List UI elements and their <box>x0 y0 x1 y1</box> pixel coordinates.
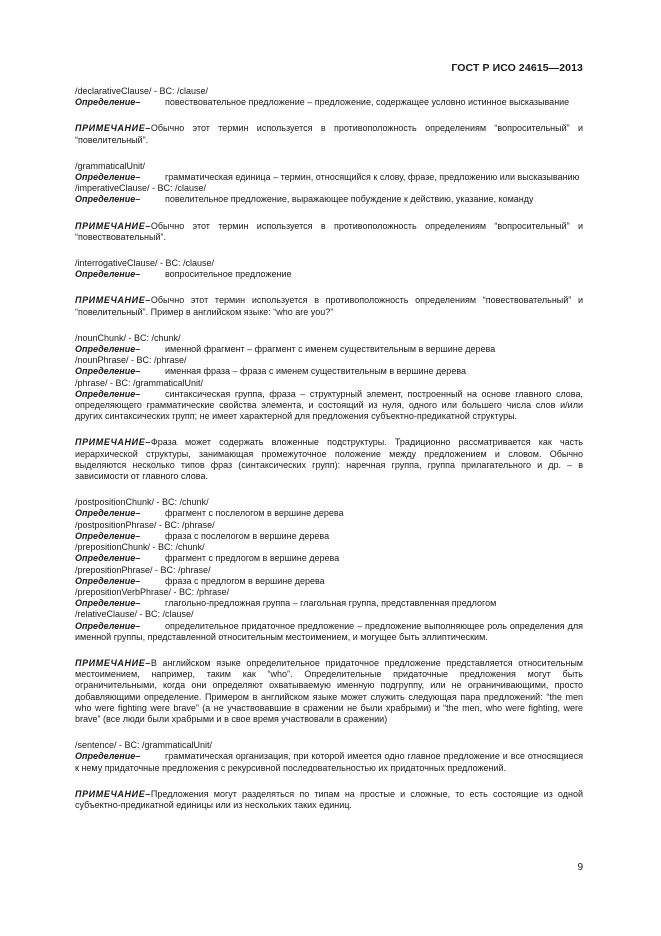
term-entry <box>75 740 583 774</box>
document-body <box>75 86 583 826</box>
term-entry <box>75 497 583 519</box>
term-entry <box>75 609 583 643</box>
definition-text: определительное придаточное предложение – предложение выполняющее роль определения для именной группы, представленной относительным местоимением, и могущее быть эллиптическим. <box>75 620 583 642</box>
term-entry <box>75 565 583 587</box>
term-reference: /interrogativeClause/ - BC: /clause/ <box>75 258 215 269</box>
term-definition <box>75 194 583 205</box>
term-definition <box>75 531 583 542</box>
note-text: Обычно этот термин используется в противоположность определениям “повествовательный” и “повелительный”. Пример в английском языке: “who are you?” <box>75 295 583 317</box>
definition-text: фраза с предлогом в вершине дерева <box>165 575 325 586</box>
definition-text: синтаксическая группа, фраза – структурный элемент, построенный на основе главного слова, определяющего грамматические свойства элемента, и состоящий из нуля, одного или большего числа слов и/или других синтаксических групп; не имеет характерной для предложения субъектно-предикатной структуры. <box>75 388 583 422</box>
note-label: ПРИМЕЧАНИЕ– <box>75 788 151 799</box>
definition-text: фраза с послелогом в вершине дерева <box>165 530 330 541</box>
term-entry <box>75 333 583 355</box>
definition-text: фрагмент с послелогом в вершине дерева <box>165 508 344 519</box>
term-definition <box>75 576 583 587</box>
definition-label: Определение– <box>75 269 141 280</box>
term-definition <box>75 172 583 183</box>
note-text: Обычно этот термин используется в противоположность определениям “вопросительный” и “повелительный”. <box>75 123 583 145</box>
definition-text: повелительное предложение, выражающее побуждение к действию, указание, команду <box>165 194 534 205</box>
definition-text: грамматическая организация, при которой имеется одно главное предложение и все относящиеся к нему придаточные предложения с рекурсивной последовательностью их придаточных предложений. <box>75 751 583 773</box>
definition-text: именной фрагмент – фрагмент с именем существительным в вершине дерева <box>165 344 496 355</box>
definition-text: грамматическая единица – термин, относящийся к слову, фразе, предложению или высказыванию <box>165 172 580 183</box>
definition-label: Определение– <box>75 553 141 564</box>
definition-label: Определение– <box>75 172 141 183</box>
definition-text: вопросительное предложение <box>165 269 292 280</box>
term-reference: /prepositionChunk/ - BC: /chunk/ <box>75 542 205 553</box>
note-text: В английском языке определительное придаточное предложение представляется относительным местоимением, например, таким как “who”. Определительные придаточные предложения могут быть ограничительными, когда они определяют охватываемую именную подгруппу, или не ограничивающими, просто добавляющими определение. Примером в английском языке может служить следующая пара предложений: “the men who were fighting were brave” (а не участвовавшие в сражении не были храбрыми) и “the men, who were fighting, were brave” (все люди были храбрыми и в свое время участвовали в сражении) <box>75 657 583 724</box>
definition-label: Определение– <box>75 388 141 399</box>
term-definition <box>75 97 583 108</box>
term-entry <box>75 378 583 423</box>
term-entry <box>75 520 583 542</box>
term-reference: /postpositionChunk/ - BC: /chunk/ <box>75 497 209 508</box>
term-entry <box>75 183 583 205</box>
term-definition <box>75 344 583 355</box>
term-definition <box>75 621 583 643</box>
term-entry <box>75 258 583 280</box>
term-reference: /phrase/ - BC: /grammaticalUnit/ <box>75 377 204 388</box>
term-definition <box>75 598 583 609</box>
standard-header: ГОСТ Р ИСО 24615—2013 <box>451 62 583 74</box>
definition-label: Определение– <box>75 575 141 586</box>
term-entry <box>75 161 583 183</box>
note-label: ПРИМЕЧАНИЕ– <box>75 123 151 134</box>
definition-label: Определение– <box>75 751 141 762</box>
definition-label: Определение– <box>75 598 141 609</box>
note-paragraph <box>75 221 583 243</box>
note-label: ПРИМЕЧАНИЕ– <box>75 437 151 448</box>
note-label: ПРИМЕЧАНИЕ– <box>75 657 151 668</box>
term-definition <box>75 508 583 519</box>
term-entry <box>75 587 583 609</box>
definition-label: Определение– <box>75 344 141 355</box>
term-reference: /postpositionPhrase/ - BC: /phrase/ <box>75 519 215 530</box>
term-entry <box>75 355 583 377</box>
term-reference: /declarativeClause/ - BC: /clause/ <box>75 86 209 96</box>
note-text: Предложения могут разделяться по типам на простые и сложные, то есть состоящие из одной субъектно-предикатной единицы или из нескольких таких единиц. <box>75 788 583 810</box>
term-reference: /grammaticalUnit/ <box>75 160 146 171</box>
term-reference: /sentence/ - BC: /grammaticalUnit/ <box>75 740 213 751</box>
definition-text: именная фраза – фраза с именем существительным в вершине дерева <box>165 366 467 377</box>
term-reference: /nounChunk/ - BC: /chunk/ <box>75 332 181 343</box>
definition-label: Определение– <box>75 620 141 631</box>
note-paragraph <box>75 123 583 145</box>
note-paragraph <box>75 437 583 482</box>
definition-text: фрагмент с предлогом в вершине дерева <box>165 553 340 564</box>
note-text: Обычно этот термин используется в противоположность определениям “вопросительный” и “повествовательный”. <box>75 220 583 242</box>
note-label: ПРИМЕЧАНИЕ– <box>75 295 151 306</box>
term-definition <box>75 366 583 377</box>
definition-label: Определение– <box>75 508 141 519</box>
definition-text: глагольно-предложная группа – глагольная группа, представленная предлогом <box>165 598 497 609</box>
term-reference: /imperativeClause/ - BC: /clause/ <box>75 183 207 194</box>
term-definition <box>75 389 583 423</box>
term-reference: /nounPhrase/ - BC: /phrase/ <box>75 355 187 366</box>
note-text: Фраза может содержать вложенные подструктуры. Традиционно рассматривается как часть иерархической структуры, занимающая промежуточное положение между предложением и словом. Обычно выделяются несколько типов фраз (синтаксических групп): наречная группа, группа прилагательного и др. – в зависимости от главного слова. <box>75 437 583 482</box>
term-entry <box>75 86 583 108</box>
term-definition <box>75 269 583 280</box>
page-number: 9 <box>577 862 583 873</box>
definition-label: Определение– <box>75 97 141 108</box>
note-paragraph <box>75 658 583 725</box>
term-entry <box>75 542 583 564</box>
note-paragraph <box>75 295 583 317</box>
term-reference: /prepositionPhrase/ - BC: /phrase/ <box>75 564 211 575</box>
definition-label: Определение– <box>75 530 141 541</box>
definition-text: повествовательное предложение – предложение, содержащее условно истинное высказывание <box>165 97 570 108</box>
note-paragraph <box>75 789 583 811</box>
note-label: ПРИМЕЧАНИЕ– <box>75 220 151 231</box>
term-definition <box>75 553 583 564</box>
term-definition <box>75 751 583 773</box>
term-reference: /relativeClause/ - BC: /clause/ <box>75 609 194 620</box>
definition-label: Определение– <box>75 366 141 377</box>
term-reference: /prepositionVerbPhrase/ - BC: /phrase/ <box>75 586 230 597</box>
definition-label: Определение– <box>75 194 141 205</box>
